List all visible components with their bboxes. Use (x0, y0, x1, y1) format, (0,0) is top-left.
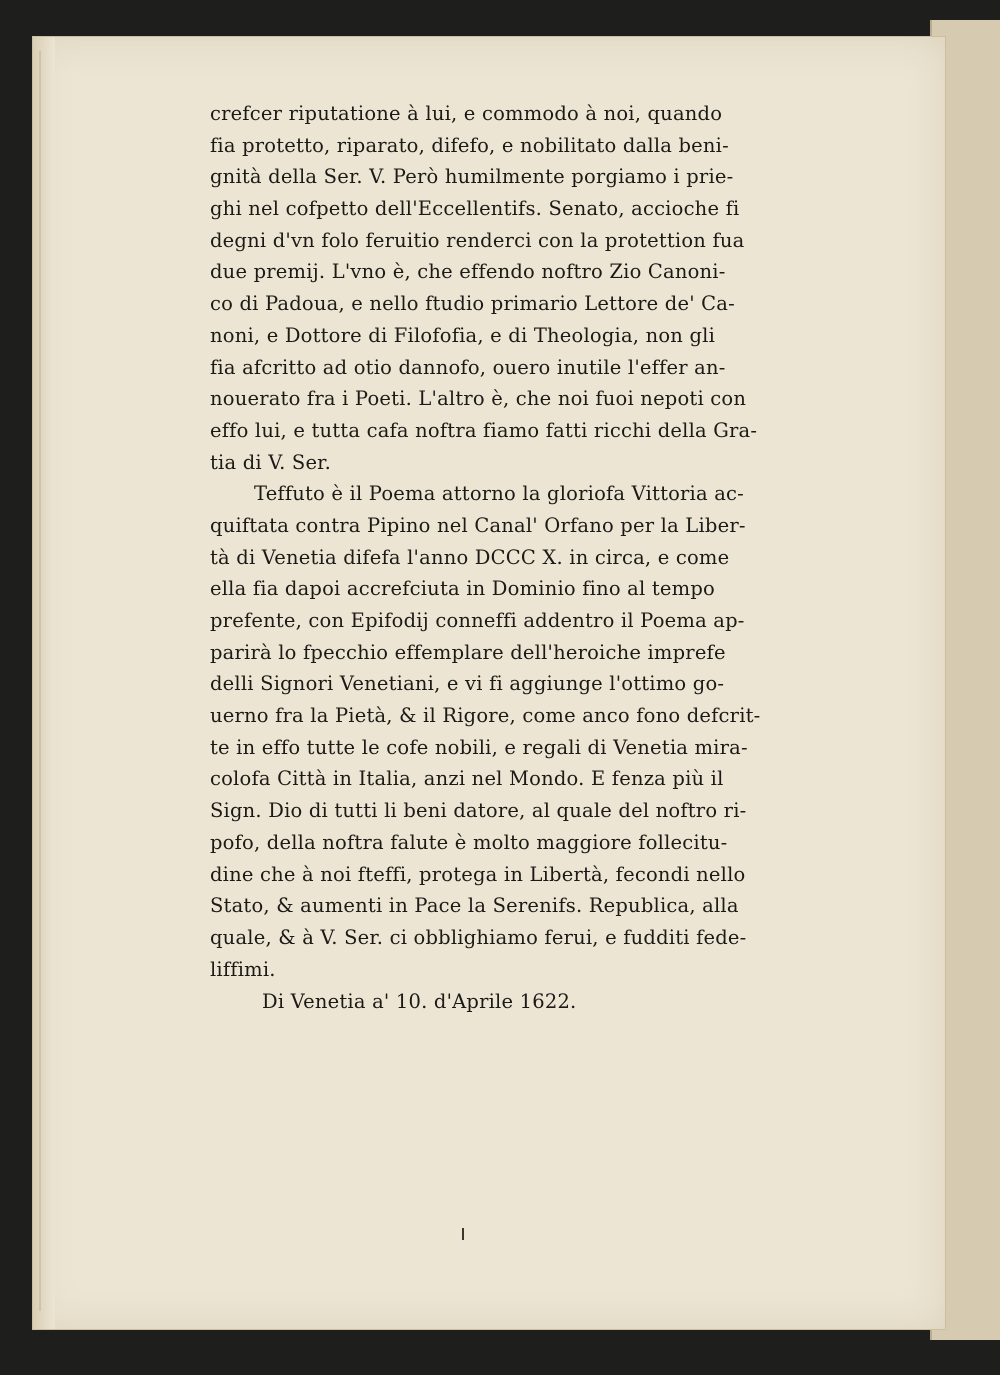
page-gutter (33, 37, 55, 1329)
text-line: Sign. Dio di tutti li beni datore, al quale del noftro ri- (210, 799, 747, 823)
text-line: tà di Venetia difefa l'anno DCCC X. in circa, e come (210, 545, 730, 569)
text-line: gnità della Ser. V. Però humilmente porgiamo i prie- (210, 165, 734, 189)
text-line: quale, & à V. Ser. ci obblighiamo ferui, e fudditi fede- (210, 925, 747, 949)
date-line: Di Venetia a' 10. d'Aprile 1622. (262, 990, 577, 1014)
text-line: pofo, della noftra falute è molto maggiore follecitu- (210, 830, 728, 854)
paragraph-first-line: Teffuto è il Poema attorno la gloriofa Vittoria ac- (254, 482, 744, 506)
text-line: Stato, & aumenti in Pace la Serenifs. Republica, alla (210, 894, 739, 918)
text-line: colofa Città in Italia, anzi nel Mondo. E fenza più il (210, 767, 724, 791)
text-line: co di Padoua, e nello ftudio primario Lettore de' Ca- (210, 292, 735, 316)
ink-mark (462, 1228, 464, 1240)
text-line: uerno fra la Pietà, & il Rigore, come anco fono defcrit- (210, 704, 761, 728)
text-line: parirà lo fpecchio effemplare dell'heroiche imprefe (210, 640, 726, 664)
text-line: dine che à noi fteffi, protega in Libertà, fecondi nello (210, 862, 746, 886)
text-line: fia protetto, riparato, difefo, e nobilitato dalla beni- (210, 133, 729, 157)
page-text (210, 98, 910, 1018)
text-line: effo lui, e tutta cafa noftra fiamo fatti ricchi della Gra- (210, 418, 758, 442)
text-line: liffimi. (210, 957, 276, 981)
text-line: degni d'vn folo feruitio renderci con la protettion fua (210, 228, 745, 252)
text-line: ghi nel cofpetto dell'Eccellentifs. Senato, accioche fi (210, 197, 740, 221)
text-line: prefente, con Epifodij conneffi addentro il Poema ap- (210, 609, 745, 632)
text-line: ella fia dapoi accrefciuta in Dominio fino al tempo (210, 577, 715, 601)
text-line: te in effo tutte le cofe nobili, e regali di Venetia mira- (210, 735, 748, 759)
text-line: quiftata contra Pipino nel Canal' Orfano per la Liber- (210, 513, 746, 537)
text-line: noni, e Dottore di Filofofia, e di Theologia, non gli (210, 323, 716, 347)
text-line: due premij. L'vno è, che effendo noftro Zio Canoni- (210, 260, 726, 284)
text-line: nouerato fra i Poeti. L'altro è, che noi fuoi nepoti con (210, 387, 747, 411)
text-line: delli Signori Venetiani, e vi fi aggiunge l'ottimo go- (210, 672, 725, 696)
text-line: tia di V. Ser. (210, 450, 331, 474)
page-stack-edge (39, 51, 41, 1311)
text-line: crefcer riputatione à lui, e commodo à noi, quando (210, 102, 723, 125)
text-line: fia afcritto ad otio dannofo, ouero inutile l'effer an- (210, 355, 726, 379)
